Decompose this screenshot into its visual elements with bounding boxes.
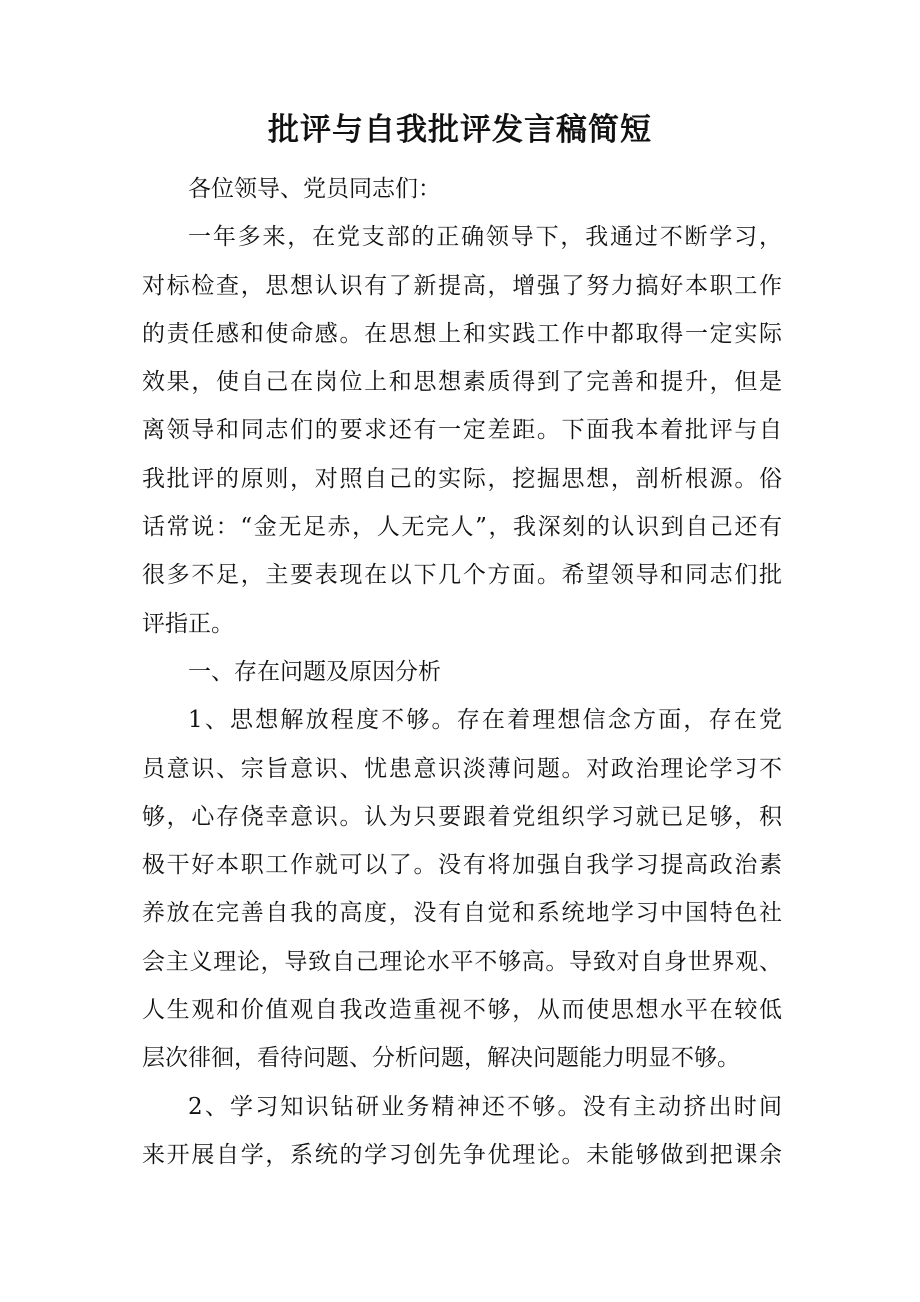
paragraph-line: 的责任感和使命感。在思想上和实践工作中都取得一定实际 [142, 320, 782, 347]
paragraph-line: 人生观和价值观自我改造重视不够，从而使思想水平在较低 [142, 997, 782, 1024]
paragraph-line: 层次徘徊，看待问题、分析问题，解决问题能力明显不够。 [142, 1045, 740, 1072]
paragraph-line: 对标检查，思想认识有了新提高，增强了努力搞好本职工作 [142, 272, 782, 299]
paragraph-line: 话常说：“金无足赤，人无完人”，我深刻的认识到自己还有 [142, 514, 782, 541]
document-body [142, 165, 782, 1179]
salutation-line: 各位领导、党员同志们： [188, 176, 441, 202]
paragraph-line: 来开展自学，系统的学习创先争优理论。未能够做到把课余 [142, 1141, 782, 1168]
document-title: 批评与自我批评发言稿简短 [268, 112, 652, 148]
paragraph-line: 够，心存侥幸意识。认为只要跟着党组织学习就已足够，积 [142, 803, 782, 830]
paragraph-line: 极干好本职工作就可以了。没有将加强自我学习提高政治素 [142, 852, 782, 879]
paragraph-line: 效果，使自己在岗位上和思想素质得到了完善和提升，但是 [142, 369, 782, 396]
paragraph-line: 我批评的原则，对照自己的实际，挖掘思想，剖析根源。俗 [142, 465, 782, 492]
paragraph-line: 员意识、宗旨意识、忧患意识淡薄问题。对政治理论学习不 [142, 755, 782, 782]
paragraph-line: 评指正。 [142, 610, 234, 637]
section-heading: 一、存在问题及原因分析 [188, 658, 441, 685]
paragraph-line: 2、学习知识钻研业务精神还不够。没有主动挤出时间 [188, 1093, 782, 1120]
paragraph-line: 很多不足，主要表现在以下几个方面。希望领导和同志们批 [142, 562, 782, 589]
paragraph-line: 会主义理论，导致自己理论水平不够高。导致对自身世界观、 [142, 948, 782, 975]
paragraph-line: 一年多来，在党支部的正确领导下，我通过不断学习， [188, 224, 782, 251]
paragraph-line: 1、思想解放程度不够。存在着理想信念方面，存在党 [188, 707, 782, 734]
paragraph-line: 离领导和同志们的要求还有一定差距。下面我本着批评与自 [142, 417, 782, 444]
paragraph-line: 养放在完善自我的高度，没有自觉和系统地学习中国特色社 [142, 900, 782, 927]
